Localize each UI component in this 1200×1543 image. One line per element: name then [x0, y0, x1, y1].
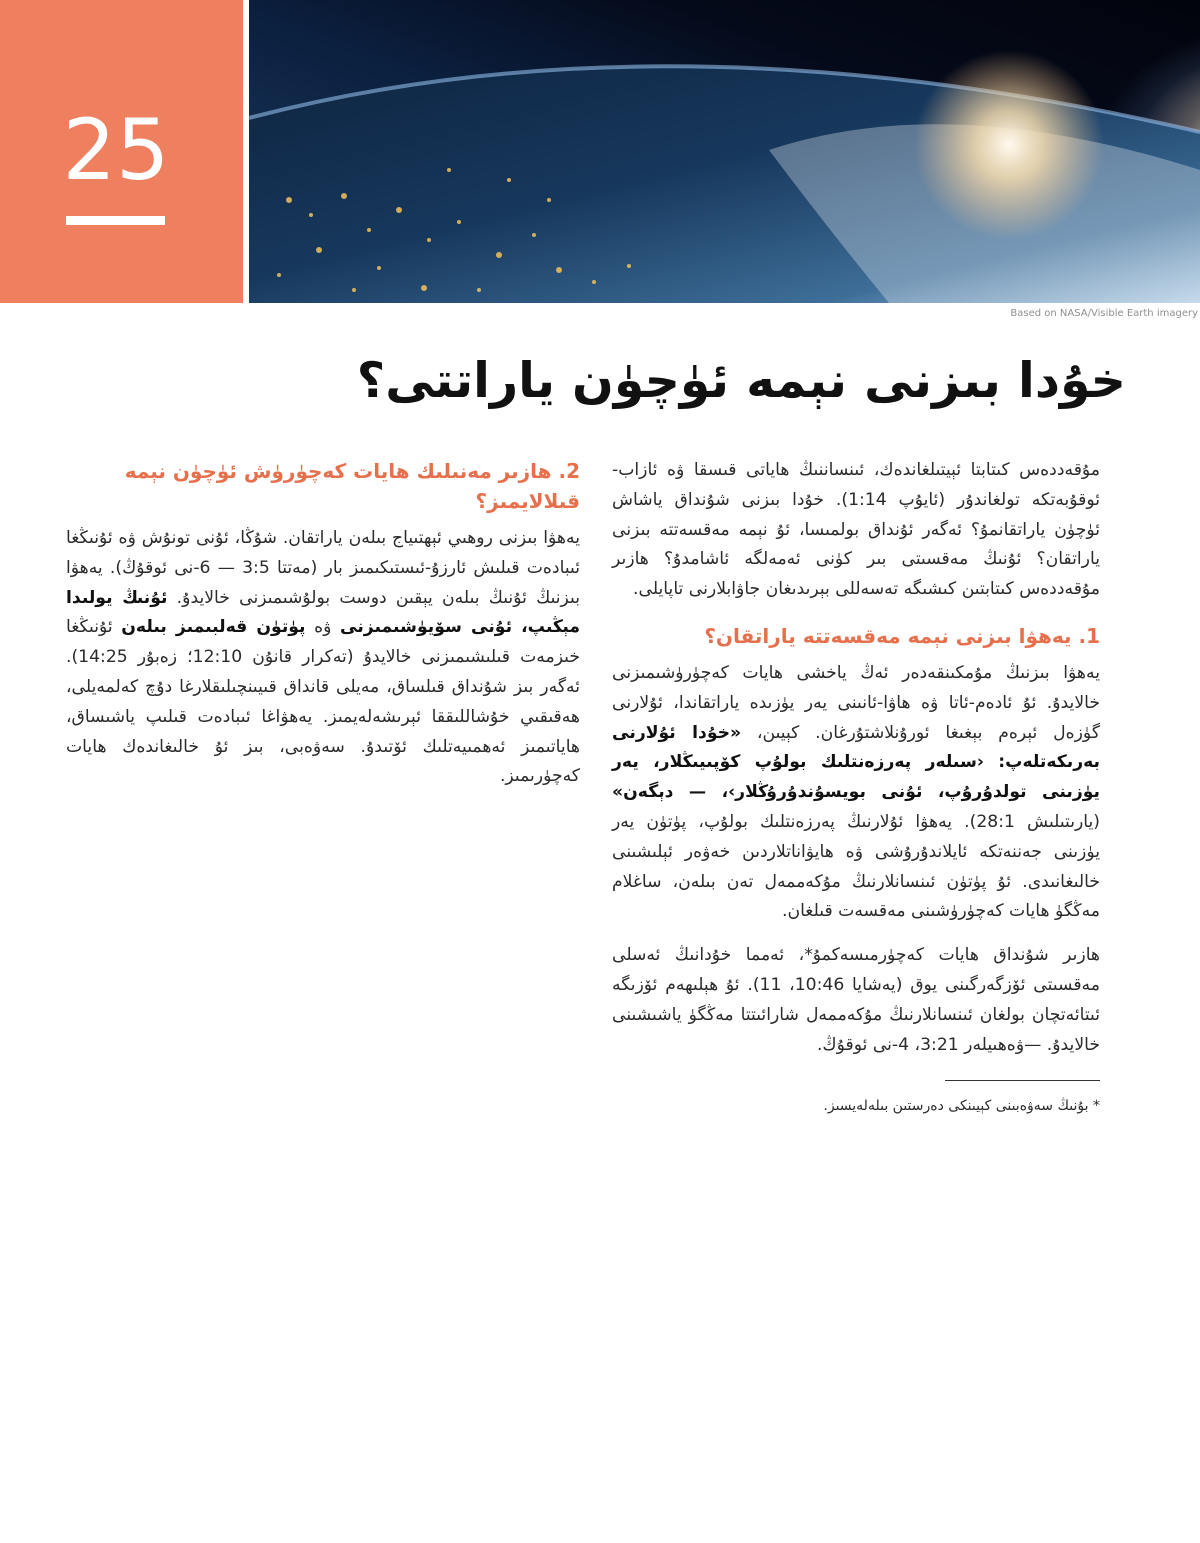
lesson-number-underline [66, 216, 165, 225]
section-1-paragraph-2: ھازىر شۇنداق ھايات كەچۈرمىسەكمۇ*، ئەمما خۇدانىڭ ئەسلى مەقسىتى ئۆزگەرگىنى يوق (يەشايا 10:46، 11). ئۇ ھېلىھەم ئۆزىگە ئىتائەتچان بولغان ئىنسانلارنىڭ مۇكەممەل شارائىتتا مەڭگۈ ياشىشىنى خالايدۇ. —ۋەھىيلەر 3:21، 4-نى ئوقۇڭ. [612, 945, 1100, 1055]
section-1-p1-text-a: يەھۋا بىزنىڭ مۇمكىنقەدەر ئەڭ ياخشى ھايات كەچۈرۈشىمىزنى خالايدۇ. ئۇ ئادەم-ئاتا ۋە ھاۋا-ئانىنى يەر يۈزىدە ياراتقاندا، ئۇلارنى گۈزەل ئېرەم بېغىغا ئورۇنلاشتۇرغان. كېيىن، [612, 662, 1100, 743]
section-2-p1-bold-a: ئۇنىڭ يولىدا مېڭىپ، ئۇنى سۆيۈشىمىزنى [66, 587, 581, 638]
section-2-p1-text-mid: ۋە [305, 617, 340, 638]
lesson-number-block [0, 0, 243, 303]
section-2-p1-bold-b: پۈتۈن قەلبىمىز بىلەن [121, 617, 306, 638]
lesson-number: 25 [62, 101, 170, 199]
section-2-paragraph-1 [66, 524, 580, 792]
page-title: خۇدا بىزنى نېمە ئۈچۈن ياراتتى؟ [356, 352, 1126, 409]
section-1-paragraph-1 [612, 659, 1100, 927]
section-1-heading: 1. يەھۋا بىزنى نېمە مەقسەتتە ياراتقان؟ [704, 623, 1100, 648]
intro-paragraph: مۇقەددەس كىتابتا ئېيتىلغاندەك، ئىنساننىڭ ھاياتى قىسقا ۋە ئازاب-ئوقۇبەتكە تولغاندۇر (ئايۇپ 1:14). خۇدا بىزنى شۇنداق ياشاش ئۈچۈن ياراتقانمۇ؟ ئەگەر ئۇنداق بولمىسا، ئۇ نېمە مەقسەتتە بىزنى ياراتقان؟ ئۇنىڭ مەقسىتى بىر كۈنى ئەمەلگە ئاشامدۇ؟ ھازىر مۇقەددەس كىتابتىن كىشىگە تەسەللى بېرىدىغان جاۋابلارنى تاپايلى. [612, 460, 1100, 600]
section-2-p1-text-a: يەھۋا بىزنى روھىي ئېھتىياج بىلەن ياراتقان. شۇڭا، ئۇنى تونۇش ۋە ئۇنىڭغا ئىبادەت قىلىش ئارزۇ-ئىستىكىمىز بار (مەتتا 3:5 — 6-نى ئوقۇڭ). يەھۋا بىزنىڭ ئۇنىڭ بىلەن يېقىن دوست بولۇشىمىزنى خالايدۇ. [66, 528, 581, 608]
section-1-p1-quote: «خۇدا ئۇلارنى بەرىكەتلەپ: ‹سىلەر پەرزەنتلىك بولۇپ كۆپىيىڭلار، يەر يۈزىنى تولدۇرۇپ، ئۇنى بويسۇندۇرۇڭلار›، — دېگەن» [612, 722, 1100, 803]
section-1-p1-text-b: (يارىتىلىش 28:1). يەھۋا ئۇلارنىڭ پەرزەنتلىك بولۇپ، پۈتۈن يەر يۈزىنى جەننەتكە ئايلاندۇرۇشى ۋە ھايۋاناتلاردىن خەۋەر ئېلىشىنى خالىغانىدى. ئۇ پۈتۈن ئىنسانلارنىڭ مۇكەممەل تەن بىلەن، ساغلام مەڭگۈ ھايات كەچۈرۈشىنى مەقسەت قىلغان. [612, 811, 1100, 922]
left-column [66, 456, 580, 806]
footnote-divider [945, 1080, 1100, 1081]
footnote: * بۇنىڭ سەۋەبىنى كېيىنكى دەرستىن بىلەلەيسىز. [823, 1098, 1100, 1115]
earth-horizon-graphic [249, 0, 1200, 303]
section-2-heading: 2. ھازىر مەنىلىك ھايات كەچۈرۈش ئۈچۈن نېمە قىلالايمىز؟ [124, 459, 580, 513]
section-2-p1-text-b: ئۇنىڭغا خىزمەت قىلىشىمىزنى خالايدۇ (تەكرار قانۇن 12:10؛ زەبۇر 14:25). ئەگەر بىز شۇنداق قىلساق، مەيلى قانداق قىيىنچىلىقلارغا دۇچ كەلمەيلى، ھەقىقىي خۇشاللىققا ئېرىشەلەيمىز. يەھۋاغا ئىبادەت قىلىپ ياشىساق، ھاياتىمىز ئەھمىيەتلىك ئۆتىدۇ. سەۋەبى، بىز ئۇ خالىغاندەك ھايات كەچۈرىمىز. [66, 617, 580, 787]
earth-from-space-image [249, 0, 1200, 303]
image-credit: Based on NASA/Visible Earth imagery [1010, 308, 1198, 319]
right-column [612, 456, 1100, 1117]
